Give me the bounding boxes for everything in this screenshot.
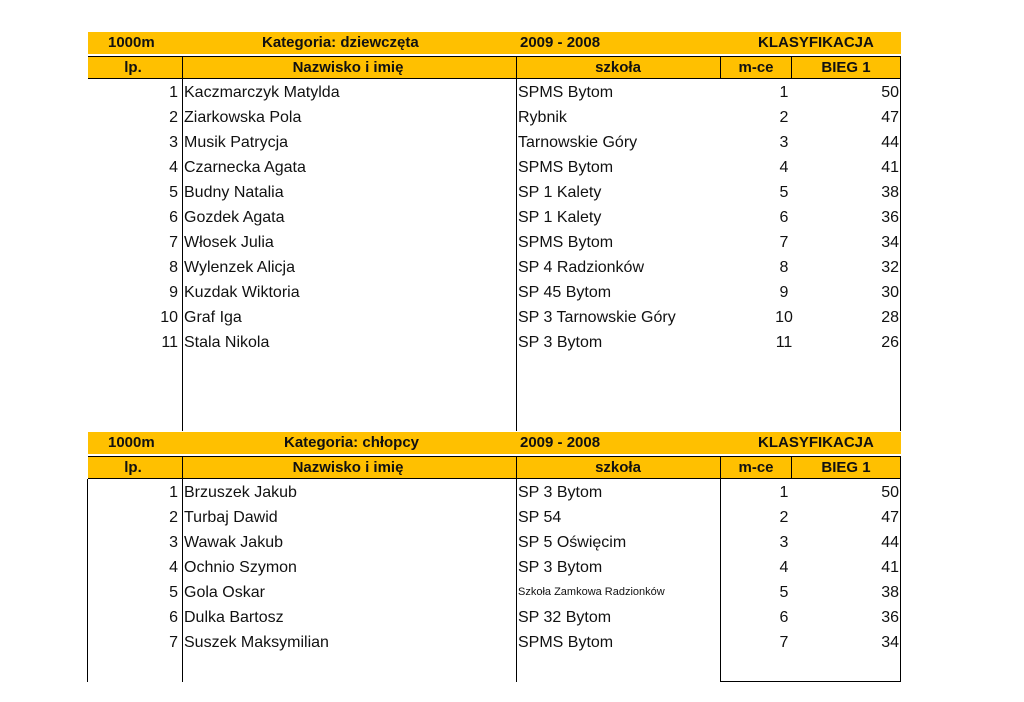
row-school: Szkoła Zamkowa Radzionków xyxy=(518,586,665,598)
row-name: Gola Oskar xyxy=(184,584,265,601)
row-lp: 3 xyxy=(169,134,178,151)
row-lp: 6 xyxy=(169,209,178,226)
table-row xyxy=(88,630,901,655)
row-lp: 1 xyxy=(169,484,178,501)
table-row xyxy=(88,255,901,280)
table-row xyxy=(88,80,901,105)
distance-label: 1000m xyxy=(108,34,155,51)
row-lp: 5 xyxy=(169,584,178,601)
row-school: SPMS Bytom xyxy=(518,159,614,176)
row-lp: 2 xyxy=(169,509,178,526)
distance-label: 1000m xyxy=(108,434,155,451)
classification-label: KLASYFIKACJA xyxy=(758,34,874,51)
column-header-boys xyxy=(88,456,901,479)
row-name: Stala Nikola xyxy=(184,334,270,351)
row-school: SP 45 Bytom xyxy=(518,284,612,301)
row-place: 2 xyxy=(779,109,789,126)
row-school: SP 54 xyxy=(518,509,562,526)
row-points: 28 xyxy=(881,309,899,326)
row-school: SP 32 Bytom xyxy=(518,609,612,626)
row-lp: 7 xyxy=(169,234,178,251)
row-name: Kuzdak Wiktoria xyxy=(184,284,300,301)
table-row xyxy=(88,130,901,155)
row-points: 50 xyxy=(881,84,899,101)
row-points: 41 xyxy=(881,559,899,576)
row-place: 1 xyxy=(779,484,789,501)
row-lp: 5 xyxy=(169,184,178,201)
row-name: Turbaj Dawid xyxy=(184,509,278,526)
row-name: Graf Iga xyxy=(184,309,242,326)
row-place: 5 xyxy=(779,584,789,601)
row-school: SP 4 Radzionków xyxy=(518,259,644,276)
row-name: Dulka Bartosz xyxy=(184,609,284,626)
row-points: 47 xyxy=(881,509,899,526)
row-points: 26 xyxy=(881,334,899,351)
row-name: Suszek Maksymilian xyxy=(184,634,329,651)
row-name: Ochnio Szymon xyxy=(184,559,297,576)
row-name: Budny Natalia xyxy=(184,184,284,201)
row-lp: 8 xyxy=(169,259,178,276)
table-row xyxy=(88,155,901,180)
years-label: 2009 - 2008 xyxy=(520,434,601,451)
row-school: SP 3 Bytom xyxy=(518,559,603,576)
row-name: Brzuszek Jakub xyxy=(184,484,297,501)
row-lp: 7 xyxy=(169,634,178,651)
row-place: 5 xyxy=(779,184,789,201)
row-lp: 11 xyxy=(161,334,178,351)
row-place: 6 xyxy=(779,209,789,226)
row-name: Kaczmarczyk Matylda xyxy=(184,84,340,101)
row-lp: 10 xyxy=(160,309,178,326)
row-points: 38 xyxy=(881,184,899,201)
section-header-girls xyxy=(88,32,901,54)
row-points: 41 xyxy=(881,159,899,176)
row-place: 7 xyxy=(779,634,789,651)
row-lp: 1 xyxy=(169,84,178,101)
table-row xyxy=(88,305,901,330)
row-points: 50 xyxy=(881,484,899,501)
category-label: Kategoria: dziewczęta xyxy=(262,34,419,51)
row-points: 44 xyxy=(881,134,899,151)
row-school: SPMS Bytom xyxy=(518,234,614,251)
row-points: 36 xyxy=(881,209,899,226)
row-place: 11 xyxy=(775,334,793,351)
row-place: 10 xyxy=(775,309,793,326)
row-place: 1 xyxy=(779,84,789,101)
col-place: m-ce xyxy=(738,59,774,76)
row-school: SP 3 Bytom xyxy=(518,484,603,501)
table-row xyxy=(88,180,901,205)
col-name: Nazwisko i imię xyxy=(292,459,404,476)
row-points: 34 xyxy=(881,234,899,251)
row-school: SP 3 Tarnowskie Góry xyxy=(518,309,676,326)
row-points: 38 xyxy=(881,584,899,601)
row-school: SPMS Bytom xyxy=(518,84,614,101)
row-name: Ziarkowska Pola xyxy=(184,109,302,126)
row-lp: 9 xyxy=(169,284,178,301)
row-place: 4 xyxy=(779,559,789,576)
table-row xyxy=(88,280,901,305)
table-row xyxy=(88,530,901,555)
row-points: 34 xyxy=(881,634,899,651)
table-row xyxy=(88,105,901,130)
row-name: Wawak Jakub xyxy=(184,534,283,551)
row-name: Czarnecka Agata xyxy=(184,159,306,176)
col-lp: lp. xyxy=(124,59,142,76)
col-run: BIEG 1 xyxy=(821,59,871,76)
row-lp: 2 xyxy=(169,109,178,126)
row-school: SPMS Bytom xyxy=(518,634,614,651)
col-school: szkoła xyxy=(595,459,641,476)
table-row xyxy=(88,605,901,630)
row-school: SP 5 Oświęcim xyxy=(518,534,627,551)
section-header-boys xyxy=(88,432,901,454)
row-lp: 3 xyxy=(169,534,178,551)
col-run: BIEG 1 xyxy=(821,459,871,476)
row-name: Włosek Julia xyxy=(184,234,274,251)
row-points: 36 xyxy=(881,609,899,626)
col-school: szkoła xyxy=(595,59,641,76)
row-school: SP 1 Kalety xyxy=(518,209,602,226)
row-points: 47 xyxy=(881,109,899,126)
row-place: 9 xyxy=(779,284,789,301)
row-school: Rybnik xyxy=(518,109,567,126)
row-school: Tarnowskie Góry xyxy=(518,134,638,151)
row-place: 6 xyxy=(779,609,789,626)
table-row xyxy=(88,505,901,530)
row-place: 3 xyxy=(779,134,789,151)
row-points: 32 xyxy=(881,259,899,276)
row-name: Musik Patrycja xyxy=(184,134,289,151)
row-school: SP 1 Kalety xyxy=(518,184,602,201)
table-row xyxy=(88,330,901,355)
classification-label: KLASYFIKACJA xyxy=(758,434,874,451)
col-name: Nazwisko i imię xyxy=(292,59,404,76)
row-name: Gozdek Agata xyxy=(184,209,285,226)
row-place: 2 xyxy=(779,509,789,526)
row-points: 44 xyxy=(881,534,899,551)
row-lp: 6 xyxy=(169,609,178,626)
table-row xyxy=(88,205,901,230)
column-header-girls xyxy=(88,56,901,79)
col-lp: lp. xyxy=(124,459,142,476)
table-row xyxy=(88,480,901,505)
table-row xyxy=(88,555,901,580)
row-place: 4 xyxy=(779,159,789,176)
row-school: SP 3 Bytom xyxy=(518,334,603,351)
row-lp: 4 xyxy=(169,559,178,576)
row-place: 3 xyxy=(779,534,789,551)
table-row xyxy=(88,230,901,255)
col-place: m-ce xyxy=(738,459,774,476)
row-place: 8 xyxy=(779,259,789,276)
row-name: Wylenzek Alicja xyxy=(184,259,296,276)
row-points: 30 xyxy=(881,284,899,301)
table-row xyxy=(88,580,901,605)
row-lp: 4 xyxy=(169,159,178,176)
category-label: Kategoria: chłopcy xyxy=(284,434,420,451)
row-place: 7 xyxy=(779,234,789,251)
years-label: 2009 - 2008 xyxy=(520,34,601,51)
